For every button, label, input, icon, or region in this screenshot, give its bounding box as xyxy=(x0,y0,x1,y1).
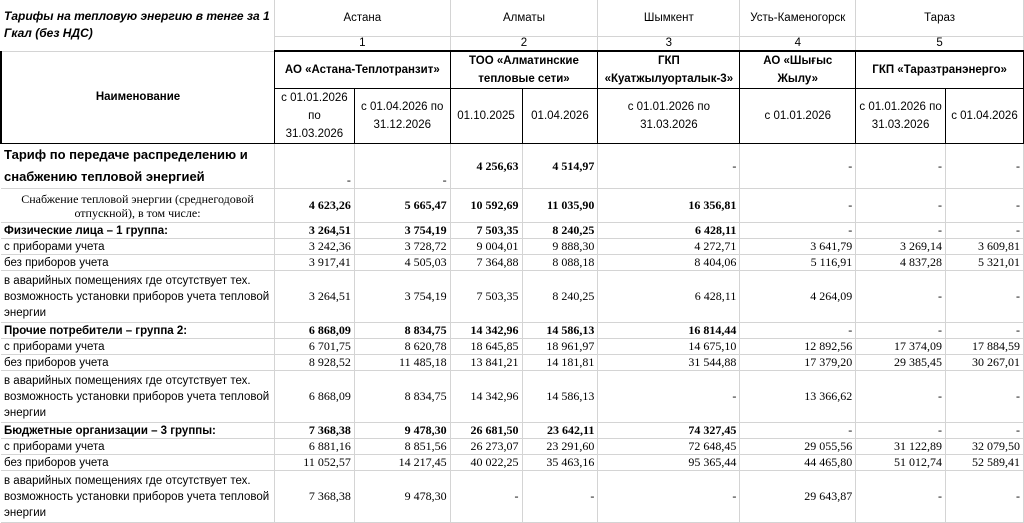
row-name[interactable]: Физические лица – 1 группа: xyxy=(1,223,275,239)
cell[interactable]: 6 701,75 xyxy=(275,339,355,355)
row-name[interactable]: Снабжение тепловой энергии (среднегодовой отпускной), в том числе: xyxy=(1,189,275,223)
cell[interactable]: - xyxy=(856,271,946,323)
company-header-3[interactable]: ГКП «Куатжылуорталык-3» xyxy=(598,51,740,89)
cell[interactable]: 26 681,50 xyxy=(450,423,522,439)
cell[interactable]: 9 478,30 xyxy=(354,471,450,523)
cell[interactable]: 8 834,75 xyxy=(354,323,450,339)
cell[interactable]: 4 514,97 xyxy=(522,144,598,189)
cell[interactable]: 10 592,69 xyxy=(450,189,522,223)
period-header-8[interactable]: с 01.04.2026 xyxy=(945,89,1023,144)
cell[interactable]: 32 079,50 xyxy=(945,439,1023,455)
cell[interactable]: 44 465,80 xyxy=(740,455,856,471)
city-almaty[interactable]: Алматы xyxy=(450,0,598,36)
cell[interactable]: 4 505,03 xyxy=(354,255,450,271)
cell[interactable]: 31 544,88 xyxy=(598,355,740,371)
cell[interactable]: 6 428,11 xyxy=(598,271,740,323)
cell[interactable]: 16 814,44 xyxy=(598,323,740,339)
city-astana[interactable]: Астана xyxy=(275,0,451,36)
cell[interactable]: 14 586,13 xyxy=(522,323,598,339)
cell[interactable]: 72 648,45 xyxy=(598,439,740,455)
cell[interactable]: - xyxy=(856,371,946,423)
cell[interactable]: - xyxy=(945,323,1023,339)
cell[interactable]: 13 366,62 xyxy=(740,371,856,423)
cell[interactable]: 11 485,18 xyxy=(354,355,450,371)
cell[interactable]: 40 022,25 xyxy=(450,455,522,471)
cell[interactable]: - xyxy=(598,144,740,189)
cell[interactable]: 18 961,97 xyxy=(522,339,598,355)
cell[interactable]: 14 675,10 xyxy=(598,339,740,355)
cell[interactable]: 14 181,81 xyxy=(522,355,598,371)
cell[interactable]: 8 404,06 xyxy=(598,255,740,271)
cell[interactable]: 74 327,45 xyxy=(598,423,740,439)
company-header-5[interactable]: ГКП «Таразтранэнерго» xyxy=(856,51,1024,89)
row-name[interactable]: без приборов учета xyxy=(1,455,275,471)
cell[interactable]: 35 463,16 xyxy=(522,455,598,471)
cell[interactable]: - xyxy=(450,471,522,523)
cell[interactable]: - xyxy=(275,144,355,189)
cell[interactable]: 6 868,09 xyxy=(275,371,355,423)
city-number-2[interactable]: 2 xyxy=(450,36,598,51)
cell[interactable]: 14 342,96 xyxy=(450,371,522,423)
cell[interactable]: 14 342,96 xyxy=(450,323,522,339)
cell[interactable]: 6 881,16 xyxy=(275,439,355,455)
company-header-2[interactable]: ТОО «Алматинские тепловые сети» xyxy=(450,51,598,89)
cell[interactable]: 26 273,07 xyxy=(450,439,522,455)
cell[interactable]: - xyxy=(740,323,856,339)
cell[interactable]: 3 641,79 xyxy=(740,239,856,255)
row-name[interactable]: Бюджетные организации – 3 группы: xyxy=(1,423,275,439)
row-name[interactable]: без приборов учета xyxy=(1,255,275,271)
cell[interactable]: 8 240,25 xyxy=(522,271,598,323)
cell[interactable]: 14 217,45 xyxy=(354,455,450,471)
cell[interactable]: 3 917,41 xyxy=(275,255,355,271)
period-header-4[interactable]: 01.04.2026 xyxy=(522,89,598,144)
cell[interactable]: 13 841,21 xyxy=(450,355,522,371)
cell[interactable]: - xyxy=(945,189,1023,223)
period-header-6[interactable]: с 01.01.2026 xyxy=(740,89,856,144)
cell[interactable]: - xyxy=(945,471,1023,523)
cell[interactable]: 3 609,81 xyxy=(945,239,1023,255)
cell[interactable]: 29 385,45 xyxy=(856,355,946,371)
cell[interactable]: 29 643,87 xyxy=(740,471,856,523)
city-ust-kamenogorsk[interactable]: Усть-Каменогорск xyxy=(740,0,856,36)
cell[interactable]: 5 116,91 xyxy=(740,255,856,271)
period-header-3[interactable]: 01.10.2025 xyxy=(450,89,522,144)
cell[interactable]: - xyxy=(945,223,1023,239)
row-name[interactable]: Тариф по передаче распределению и снабжению тепловой энергией xyxy=(1,144,275,189)
cell[interactable]: - xyxy=(945,271,1023,323)
cell[interactable]: 6 868,09 xyxy=(275,323,355,339)
cell[interactable]: 9 888,30 xyxy=(522,239,598,255)
cell[interactable]: 29 055,56 xyxy=(740,439,856,455)
cell[interactable]: 8 834,75 xyxy=(354,371,450,423)
row-name[interactable]: в аварийных помещениях где отсутствует тех. возможность установки приборов учета тепловой энергии xyxy=(1,471,275,523)
cell[interactable]: 7 503,35 xyxy=(450,223,522,239)
cell[interactable]: 31 122,89 xyxy=(856,439,946,455)
cell[interactable]: - xyxy=(945,423,1023,439)
cell[interactable]: 51 012,74 xyxy=(856,455,946,471)
cell[interactable]: 30 267,01 xyxy=(945,355,1023,371)
cell[interactable]: 8 851,56 xyxy=(354,439,450,455)
cell[interactable]: - xyxy=(740,189,856,223)
cell[interactable]: 3 754,19 xyxy=(354,223,450,239)
row-name[interactable]: Прочие потребители – группа 2: xyxy=(1,323,275,339)
name-column-header[interactable]: Наименование xyxy=(1,51,275,144)
cell[interactable]: 14 586,13 xyxy=(522,371,598,423)
row-name[interactable]: в аварийных помещениях где отсутствует тех. возможность установки приборов учета тепловой энергии xyxy=(1,371,275,423)
cell[interactable]: - xyxy=(856,189,946,223)
cell[interactable]: - xyxy=(740,223,856,239)
cell[interactable]: 95 365,44 xyxy=(598,455,740,471)
cell[interactable]: 7 503,35 xyxy=(450,271,522,323)
cell[interactable]: 11 035,90 xyxy=(522,189,598,223)
cell[interactable]: 6 428,11 xyxy=(598,223,740,239)
cell[interactable]: 11 052,57 xyxy=(275,455,355,471)
cell[interactable]: 8 240,25 xyxy=(522,223,598,239)
cell[interactable]: 23 642,11 xyxy=(522,423,598,439)
city-number-1[interactable]: 1 xyxy=(275,36,451,51)
cell[interactable]: 17 884,59 xyxy=(945,339,1023,355)
cell[interactable]: 17 379,20 xyxy=(740,355,856,371)
cell[interactable]: 9 004,01 xyxy=(450,239,522,255)
cell[interactable]: 7 368,38 xyxy=(275,471,355,523)
sheet-title: Тарифы на тепловую энергию в тенге за 1 Гкал (без НДС) xyxy=(1,0,275,51)
cell[interactable]: - xyxy=(598,471,740,523)
cell[interactable]: 3 264,51 xyxy=(275,223,355,239)
cell[interactable]: 4 256,63 xyxy=(450,144,522,189)
period-header-7[interactable]: с 01.01.2026 по 31.03.2026 xyxy=(856,89,946,144)
cell[interactable]: - xyxy=(856,471,946,523)
cell[interactable]: 4 264,09 xyxy=(740,271,856,323)
cell[interactable]: 8 088,18 xyxy=(522,255,598,271)
cell[interactable]: - xyxy=(856,323,946,339)
cell[interactable]: 4 272,71 xyxy=(598,239,740,255)
cell[interactable]: 3 242,36 xyxy=(275,239,355,255)
cell[interactable]: 23 291,60 xyxy=(522,439,598,455)
company-header-1[interactable]: АО «Астана-Теплотранзит» xyxy=(275,51,451,89)
cell[interactable]: 17 374,09 xyxy=(856,339,946,355)
city-shymkent[interactable]: Шымкент xyxy=(598,0,740,36)
cell[interactable]: - xyxy=(945,371,1023,423)
cell[interactable]: 3 728,72 xyxy=(354,239,450,255)
city-number-4[interactable]: 4 xyxy=(740,36,856,51)
cell[interactable]: 16 356,81 xyxy=(598,189,740,223)
row-name[interactable]: с приборами учета xyxy=(1,439,275,455)
cell[interactable]: 7 364,88 xyxy=(450,255,522,271)
cell[interactable]: 7 368,38 xyxy=(275,423,355,439)
cell[interactable]: 5 321,01 xyxy=(945,255,1023,271)
city-number-5[interactable]: 5 xyxy=(856,36,1024,51)
row-name[interactable]: в аварийных помещениях где отсутствует тех. возможность установки приборов учета тепловой энергии xyxy=(1,271,275,323)
city-taraz[interactable]: Тараз xyxy=(856,0,1024,36)
cell[interactable]: - xyxy=(856,423,946,439)
cell[interactable]: - xyxy=(856,223,946,239)
cell[interactable]: - xyxy=(856,144,946,189)
row-name[interactable]: с приборами учета xyxy=(1,339,275,355)
period-header-2[interactable]: с 01.04.2026 по 31.12.2026 xyxy=(354,89,450,144)
row-name[interactable]: без приборов учета xyxy=(1,355,275,371)
cell[interactable]: 8 928,52 xyxy=(275,355,355,371)
cell[interactable]: - xyxy=(354,144,450,189)
period-header-1[interactable]: с 01.01.2026 по 31.03.2026 xyxy=(275,89,355,144)
cell[interactable]: - xyxy=(945,144,1023,189)
cell[interactable]: 4 623,26 xyxy=(275,189,355,223)
cell[interactable]: 8 620,78 xyxy=(354,339,450,355)
cell[interactable]: 9 478,30 xyxy=(354,423,450,439)
cell[interactable]: 18 645,85 xyxy=(450,339,522,355)
row-name[interactable]: с приборами учета xyxy=(1,239,275,255)
cell[interactable]: 5 665,47 xyxy=(354,189,450,223)
cell[interactable]: - xyxy=(740,423,856,439)
cell[interactable]: - xyxy=(740,144,856,189)
company-header-4[interactable]: АО «Шығыс Жылу» xyxy=(740,51,856,89)
cell[interactable]: 52 589,41 xyxy=(945,455,1023,471)
cell[interactable]: 4 837,28 xyxy=(856,255,946,271)
period-header-5[interactable]: с 01.01.2026 по 31.03.2026 xyxy=(598,89,740,144)
cell[interactable]: 3 269,14 xyxy=(856,239,946,255)
cell[interactable]: 3 264,51 xyxy=(275,271,355,323)
city-number-3[interactable]: 3 xyxy=(598,36,740,51)
cell[interactable]: - xyxy=(522,471,598,523)
cell[interactable]: 3 754,19 xyxy=(354,271,450,323)
cell[interactable]: - xyxy=(598,371,740,423)
cell[interactable]: 12 892,56 xyxy=(740,339,856,355)
